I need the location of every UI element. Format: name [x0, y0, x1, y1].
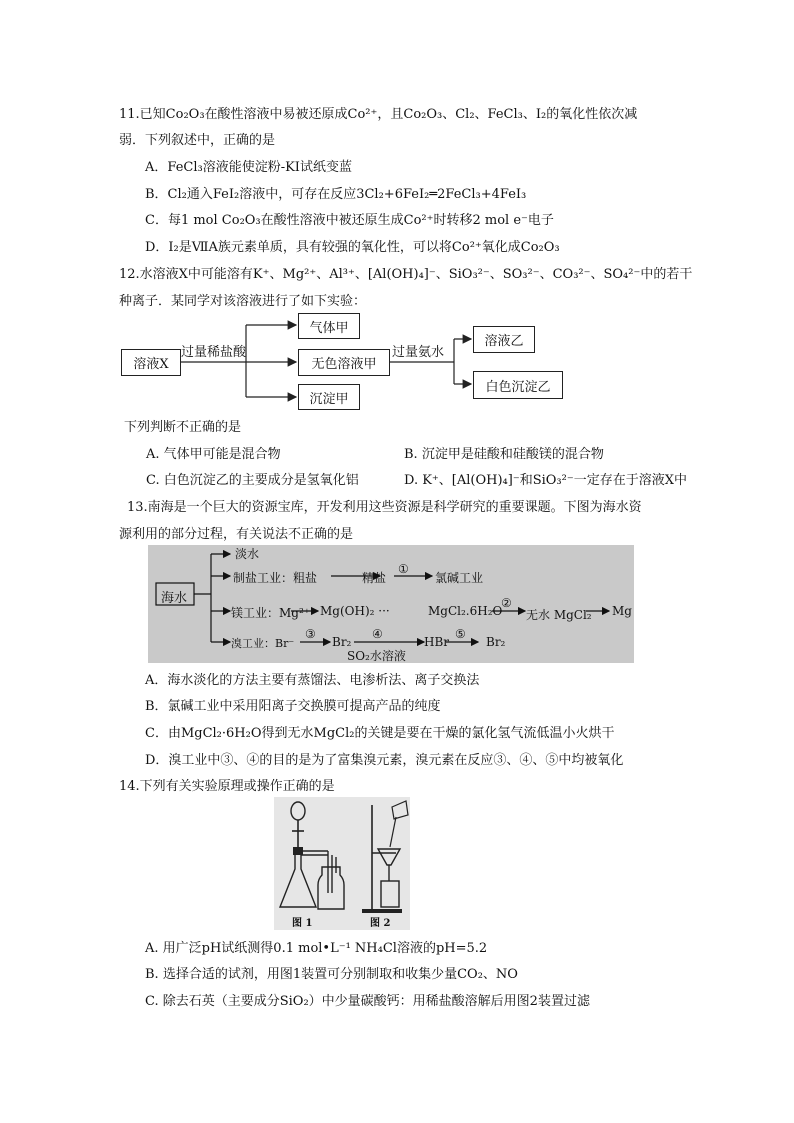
seawater-diagram-lines	[148, 545, 634, 663]
diagram-seawater: 海水	[161, 591, 188, 606]
diagram-refined-salt: 精盐	[362, 571, 387, 585]
q11-stem-line1: 11.已知Co₂O₃在酸性溶液中易被还原成Co²⁺，且Co₂O₃、Cl₂、FeCl₃、I₂的氧化性依次减	[119, 107, 638, 122]
q13-stem-line2: 源利用的部分过程，有关说法不正确的是	[119, 527, 354, 542]
q14-option-b: B. 选择合适的试剂，用图1装置可分别制取和收集少量CO₂、NO	[145, 967, 518, 982]
q12-stem-line1: 12.水溶液X中可能溶有K⁺、Mg²⁺、Al³⁺、[Al(OH)₄]⁻、SiO₃²⁻、SO₃²⁻、CO₃²⁻、SO₄²⁻中的若干	[119, 267, 693, 282]
q14-stem: 14.下列有关实验原理或操作正确的是	[119, 779, 335, 794]
q13-option-c: C．由MgCl₂·6H₂O得到无水MgCl₂的关键是要在干燥的氯化氢气流低温小火烘干	[145, 726, 615, 741]
q14-option-a: A. 用广泛pH试纸测得0.1 mol•L⁻¹ NH₄Cl溶液的pH=5.2	[145, 941, 488, 956]
apparatus-drawing	[274, 797, 410, 930]
diagram-mg-industry: 镁工业：Mg²⁺	[231, 606, 311, 620]
diagram-br2: Br₂	[332, 635, 352, 649]
flow-solution-x: 溶液X	[121, 349, 181, 376]
diagram-mgcl2-hydrate: MgCl₂.6H₂O	[428, 604, 503, 618]
flow-precipitate-yi: 白色沉淀乙	[473, 371, 563, 399]
diagram-salt-industry: 制盐工业：粗盐	[233, 571, 318, 585]
q13-option-b: B．氯碱工业中采用阳离子交换膜可提高产品的纯度	[145, 699, 441, 714]
diagram-so2-solution: SO₂水溶液	[347, 649, 406, 663]
q14-option-c: C. 除去石英（主要成分SiO₂）中少量碳酸钙：用稀盐酸溶解后用图2装置过滤	[145, 994, 590, 1009]
q12-option-b: B. 沉淀甲是硅酸和硅酸镁的混合物	[404, 447, 604, 462]
flow-reagent-hcl: 过量稀盐酸	[181, 345, 247, 360]
fig1-caption: 图 1	[292, 918, 313, 929]
q11-option-a: A．FeCl₃溶液能使淀粉-KI试纸变蓝	[145, 160, 352, 175]
flow-solution-yi: 溶液乙	[473, 326, 535, 353]
diagram-br-industry: 溴工业：Br⁻	[231, 637, 295, 650]
diagram-mgoh2: Mg(OH)₂ ···	[320, 604, 390, 618]
diagram-hbr: HBr	[424, 635, 450, 649]
q12-judge: 下列判断不正确的是	[124, 420, 242, 435]
flow-precipitate-jia: 沉淀甲	[298, 384, 360, 410]
q12-option-a: A. 气体甲可能是混合物	[146, 447, 281, 462]
q12-option-d: D. K⁺、[Al(OH)₄]⁻和SiO₃²⁻一定存在于溶液X中	[404, 473, 687, 488]
flow-reagent-ammonia: 过量氨水	[392, 345, 445, 360]
fig2-caption: 图 2	[370, 918, 391, 929]
q11-option-c: C．每1 mol Co₂O₃在酸性溶液中被还原生成Co²⁺时转移2 mol e⁻电子	[145, 213, 554, 228]
apparatus-figure	[274, 797, 410, 930]
diagram-br2-product: Br₂	[486, 635, 506, 649]
diagram-step-5: ⑤	[455, 627, 466, 641]
q11-option-b: B．Cl₂通入FeI₂溶液中，可存在反应3Cl₂+6FeI₂═2FeCl₃+4FeI₃	[145, 187, 527, 202]
diagram-mg-metal: Mg	[612, 604, 632, 618]
diagram-fresh-water: 淡水	[235, 547, 260, 561]
flow-solution-jia: 无色溶液甲	[298, 349, 390, 376]
diagram-anhydrous-mgcl2: 无水 MgCl₂	[526, 608, 592, 622]
diagram-step-2: ②	[501, 596, 512, 610]
flow-gas-jia: 气体甲	[298, 313, 360, 339]
q12-option-c: C. 白色沉淀乙的主要成分是氢氧化铝	[146, 473, 359, 488]
q11-stem-line2: 弱．下列叙述中，正确的是	[119, 133, 276, 148]
diagram-chlor-alkali: 氯碱工业	[435, 571, 484, 585]
diagram-step-1: ①	[398, 562, 409, 576]
diagram-step-4: ④	[372, 627, 383, 641]
q13-option-d: D．溴工业中③、④的目的是为了富集溴元素，溴元素在反应③、④、⑤中均被氧化	[145, 753, 624, 768]
diagram-step-3: ③	[305, 627, 316, 641]
q13-stem-line1: 13.南海是一个巨大的资源宝库，开发利用这些资源是科学研究的重要课题。下图为海水资	[127, 500, 642, 515]
q12-stem-line2: 种离子．某同学对该溶液进行了如下实验：	[119, 294, 367, 309]
q11-option-d: D．I₂是ⅦA族元素单质，具有较强的氧化性，可以将Co²⁺氧化成Co₂O₃	[145, 240, 560, 255]
q13-option-a: A．海水淡化的方法主要有蒸馏法、电渗析法、离子交换法	[145, 673, 480, 688]
